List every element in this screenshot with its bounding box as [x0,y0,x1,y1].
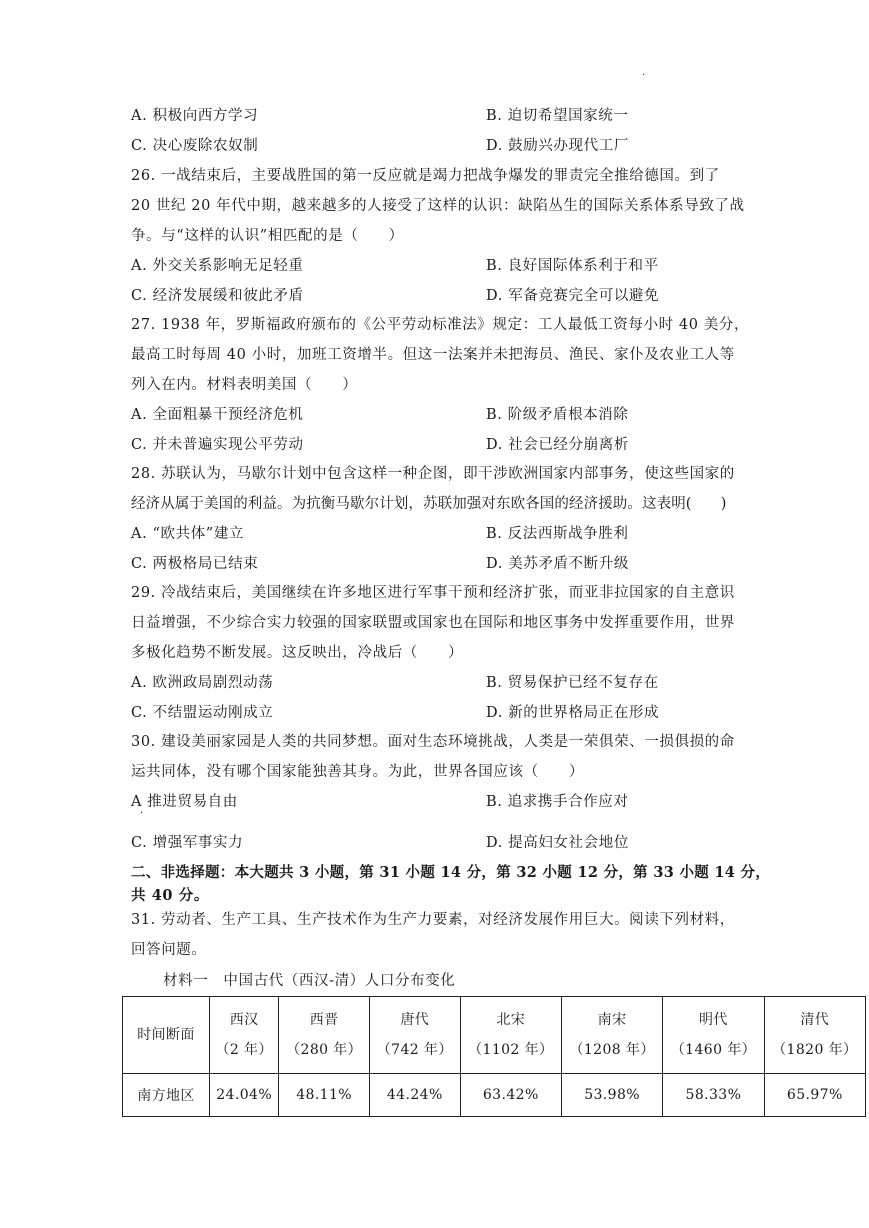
table-header-cell [561,997,662,1074]
table-header-row [123,997,866,1074]
q30-option-c: C. 增强军事实力 [131,835,244,851]
q26-option-a: A. 外交关系影响无足轻重 [131,258,304,274]
q29-stem-line: 日益增强，不少综合实力较强的国家联盟或国家也在国际和地区事务中发挥重要作用，世界 [131,615,735,631]
table-header-cell [764,997,865,1074]
year-label: （1102 年） [468,1042,554,1058]
q29-stem-line: 多极化趋势不断发展。这反映出，冷战后（ ） [131,645,464,661]
table-cell: 44.24% [369,1074,460,1117]
q26-option-d: D. 军备竞赛完全可以避免 [486,288,660,304]
q30-stem-line: 运共同体，没有哪个国家能独善其身。为此，世界各国应该（ ） [131,764,584,780]
q27-option-b: B. 阶级矛盾根本消除 [486,407,629,423]
q29-option-c: C. 不结盟运动刚成立 [131,705,274,721]
q31-stem-line: 回答问题。 [131,942,207,958]
q25-option-c: C. 决心废除农奴制 [131,138,259,154]
table-header-cell [369,997,460,1074]
year-label: （2 年） [215,1042,273,1058]
dynasty-label: 唐代 [400,1012,430,1028]
q30-option-a: A 推进贸易自由 [131,794,238,810]
q27-option-a: A. 全面粗暴干预经济危机 [131,407,304,423]
q27-stem-line: 最高工时每周 40 小时，加班工资增半。但这一法案并未把海员、渔民、家仆及农业工人等 [131,347,735,363]
q25-option-d: D. 鼓励兴办现代工厂 [486,138,629,154]
dynasty-label: 西晋 [309,1012,339,1028]
year-label: （1460 年） [670,1042,757,1058]
q25-option-a: A. 积极向西方学习 [131,108,259,124]
q28-option-d: D. 美苏矛盾不断升级 [486,556,629,572]
q31-stem-line: 31. 劳动者、生产工具、生产技术作为生产力要素，对经济发展作用巨大。阅读下列材料， [131,912,735,928]
table-header-cell [460,997,561,1074]
table-header-cell [210,997,279,1074]
table-cell: 53.98% [561,1074,662,1117]
year-label: （1820 年） [772,1042,858,1058]
dynasty-label: 西汉 [229,1012,259,1028]
table-cell: 58.33% [663,1074,764,1117]
dynasty-label: 北宋 [496,1012,526,1028]
year-label: （1208 年） [569,1042,655,1058]
table-cell: 24.04% [210,1074,279,1117]
stray-dot: · [642,70,646,81]
stray-dot: · [140,808,144,819]
q27-stem-line: 27. 1938 年，罗斯福政府颁布的《公平劳动标准法》规定：工人最低工资每小时 40 美分， [131,317,750,333]
q29-option-a: A. 欧洲政局剧烈动荡 [131,675,274,691]
q26-stem-line: 20 世纪 20 年代中期，越来越多的人接受了这样的认识：缺陷丛生的国际关系体系导致了战 [131,198,745,214]
dynasty-label: 清代 [800,1012,830,1028]
q26-stem-line: 26. 一战结束后，主要战胜国的第一反应就是竭力把战争爆发的罪责完全推给德国。到了 [131,168,720,184]
material-title: 材料一 中国古代（西汉-清）人口分布变化 [163,973,456,989]
q29-option-b: B. 贸易保护已经不复存在 [486,675,659,691]
q27-option-c: C. 并未普遍实现公平劳动 [131,437,304,453]
q28-option-b: B. 反法西斯战争胜利 [486,526,629,542]
q30-option-d: D. 提高妇女社会地位 [486,835,629,851]
population-table [122,996,866,1117]
q29-stem-line: 29. 冷战结束后，美国继续在许多地区进行军事干预和经济扩张，而亚非拉国家的自主意识 [131,585,735,601]
q30-option-b: B. 追求携手合作应对 [486,794,629,810]
dynasty-label: 南宋 [597,1012,627,1028]
dynasty-label: 明代 [699,1012,728,1028]
table-cell: 48.11% [279,1074,370,1117]
q25-option-b: B. 迫切希望国家统一 [486,108,629,124]
table-cell: 63.42% [460,1074,561,1117]
q27-option-d: D. 社会已经分崩离析 [486,437,629,453]
q30-stem-line: 30. 建设美丽家园是人类的共同梦想。面对生态环境挑战，人类是一荣俱荣、一损俱损的命 [131,734,735,750]
year-label: （742 年） [376,1042,453,1058]
q26-option-b: B. 良好国际体系利于和平 [486,258,659,274]
q26-stem-line: 争。与“这样的认识”相匹配的是（ ） [131,228,404,244]
q28-stem-line: 28. 苏联认为，马歇尔计划中包含这样一种企图，即干涉欧洲国家内部事务，使这些国家的 [131,466,735,482]
table-row [123,1074,866,1117]
table-row-header: 时间断面 [123,997,210,1074]
table-cell: 65.97% [764,1074,865,1117]
q28-stem-line: 经济从属于美国的利益。为抗衡马歇尔计划，苏联加强对东欧各国的经济援助。这表明( ) [131,496,727,512]
section-heading: 共 40 分。 [131,887,209,904]
q26-option-c: C. 经济发展缓和彼此矛盾 [131,288,304,304]
table-header-cell [663,997,764,1074]
year-label: （280 年） [286,1042,363,1058]
table-header-cell [279,997,370,1074]
q28-option-c: C. 两极格局已结束 [131,556,259,572]
q28-option-a: A. “欧共体”建立 [131,526,245,542]
table-row-label: 南方地区 [123,1074,210,1117]
section-heading: 二、非选择题：本大题共 3 小题，第 31 小题 14 分，第 32 小题 12 分，第 33 小题 14 分， [131,864,771,881]
q27-stem-line: 列入在内。材料表明美国（ ） [131,377,358,393]
q29-option-d: D. 新的世界格局正在形成 [486,705,660,721]
